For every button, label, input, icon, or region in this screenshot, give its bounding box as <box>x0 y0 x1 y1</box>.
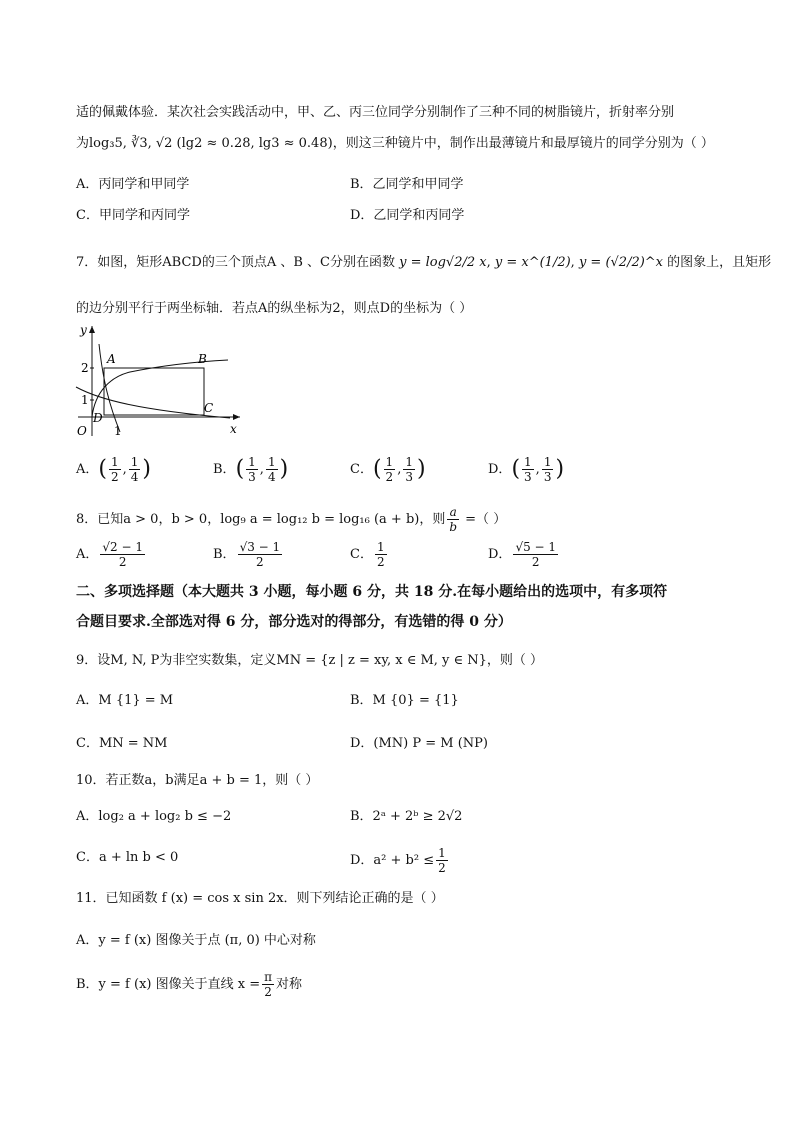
q7-graph <box>70 322 245 440</box>
q6-line2-prefix: 为log₃5, ∛3, √2 (lg2 ≈ 0.28, lg3 ≈ 0.48) <box>76 136 333 151</box>
q6-option-b: B．乙同学和甲同学 <box>350 177 464 192</box>
q7-line2: 的边分别平行于两坐标轴．若点A的纵坐标为2，则点D的坐标为（ ） <box>76 301 473 316</box>
label-c: C <box>204 401 214 415</box>
q8-option-c: C． $\frac{1}{2}$ <box>350 540 385 569</box>
q7-option-c: C．( $\frac{1}{2}$ , $\frac{1}{3}$ ) <box>350 455 426 484</box>
y-axis-arrow <box>89 326 95 333</box>
section2-heading-line2: 合题目要求.全部选对得 6 分，部分选对的得部分，有选错的得 0 分） <box>76 614 512 630</box>
q10-option-c: C．a + ln b < 0 <box>76 850 179 865</box>
q8-stem: 8．已知a > 0，b > 0，log₉ a = log₁₂ b = log₁₆ (a + b)，则 $\frac{a}{b}$ =（ ） <box>76 505 507 534</box>
q7-line1-prefix: 7．如图，矩形ABCD的三个顶点A 、B 、C分别在函数 <box>76 255 395 270</box>
q10-option-a: A．log₂ a + log₂ b ≤ −2 <box>76 809 232 824</box>
q6-line2 <box>76 135 714 153</box>
q11-stem: 11．已知函数 f (x) = cos x sin 2x．则下列结论正确的是（ ） <box>76 891 444 906</box>
q7-line1-suffix: 的图象上，且矩形 <box>667 255 772 270</box>
q6-option-a: A．丙同学和甲同学 <box>76 177 190 192</box>
label-b: B <box>198 352 207 366</box>
q11-option-a: A．y = f (x) 图像关于点 (π, 0) 中心对称 <box>76 933 316 948</box>
q8-option-b: B． $\frac{√3 - 1}{2}$ <box>213 540 281 569</box>
q10-stem: 10．若正数a，b满足a + b = 1，则（ ） <box>76 773 319 788</box>
q9-option-b: B．M {0} = {1} <box>350 693 459 708</box>
label-origin: O <box>77 424 87 438</box>
q6-option-d: D．乙同学和丙同学 <box>350 208 465 223</box>
x-axis-arrow <box>233 414 240 420</box>
q10-option-d: D．a² + b² ≤ $\frac{1}{2}$ <box>350 846 446 875</box>
q9-option-c: C．MN = NM <box>76 736 168 751</box>
label-one-y: 1 <box>81 393 89 407</box>
label-a: A <box>107 352 116 366</box>
q7-option-a: A．( $\frac{1}{2}$ , $\frac{1}{4}$ ) <box>76 455 151 484</box>
q9-option-a: A．M {1} = M <box>76 693 174 708</box>
section2-heading-line1: 二、多项选择题（本大题共 3 小题，每小题 6 分，共 18 分.在每小题给出的选项中，有多项符 <box>76 584 668 600</box>
label-two: 2 <box>81 361 89 375</box>
label-x: x <box>230 422 237 436</box>
q6-line2-suffix: ，则这三种镜片中，制作出最薄镜片和最厚镜片的同学分别为（ ） <box>332 136 714 151</box>
rectangle-abcd <box>104 368 204 415</box>
q9-stem: 9．设M, N, P为非空实数集，定义MN = {z | z = xy, x ∈ M, y ∈ N}，则（ ） <box>76 653 544 668</box>
q7-func2: y = x^(1/2) <box>494 255 571 270</box>
q9-option-d: D．(MN) P = M (NP) <box>350 736 488 751</box>
q7-line1: 7．如图，矩形ABCD的三个顶点A 、B 、C分别在函数 y = log√2/2 x, y = x^(1/2), y = (√2/2)^x 的图象上，且矩形 <box>76 255 772 270</box>
label-y: y <box>80 323 87 337</box>
label-d: D <box>93 411 103 425</box>
q8-option-d: D． $\frac{√5 - 1}{2}$ <box>488 540 557 569</box>
q10-option-b: B．2ᵃ + 2ᵇ ≥ 2√2 <box>350 809 463 824</box>
label-one-x: 1 <box>114 424 122 438</box>
q7-option-b: B．( $\frac{1}{3}$ , $\frac{1}{4}$ ) <box>213 455 289 484</box>
q7-option-d: D．( $\frac{1}{3}$ , $\frac{1}{3}$ ) <box>488 455 565 484</box>
q11-option-b: B．y = f (x) 图像关于直线 x = $\frac{\pi}{2}$ 对称 <box>76 970 303 999</box>
q8-option-a: A． $\frac{√2 - 1}{2}$ <box>76 540 143 569</box>
q6-option-c: C．甲同学和丙同学 <box>76 208 190 223</box>
q7-func3: y = (√2/2)^x <box>578 255 664 270</box>
q6-line1: 适的佩戴体验．某次社会实践活动中，甲、乙、丙三位同学分别制作了三种不同的树脂镜片，折射率分别 <box>76 105 675 120</box>
q7-func1: y = log√2/2 x <box>399 255 487 270</box>
